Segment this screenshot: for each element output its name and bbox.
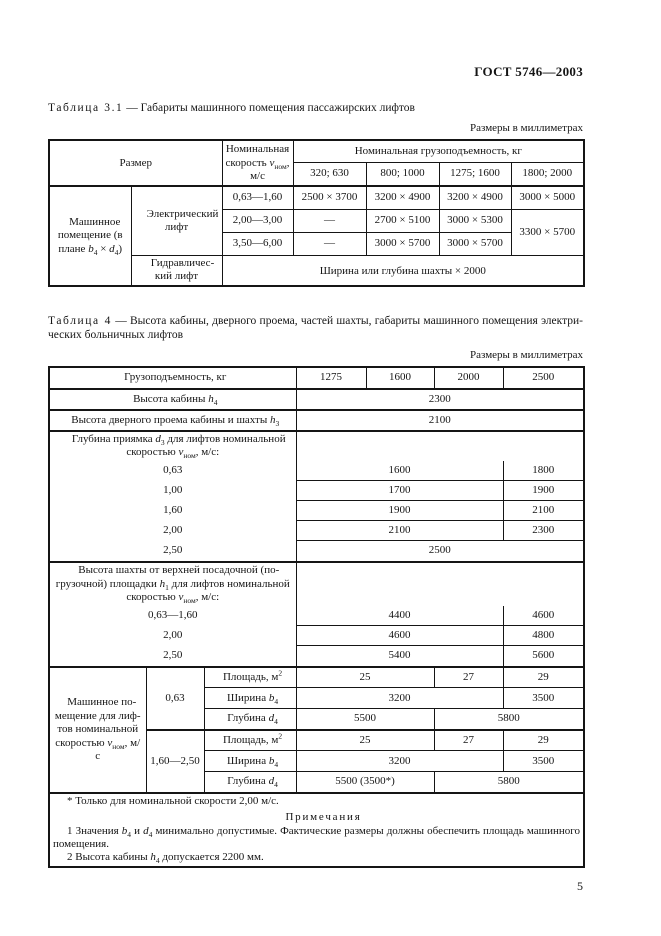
t4-pit-value-cell: 1900 [503,481,584,501]
footnote-star-note: * Только для номинальной скорости 2,00 м/с. [67,794,279,807]
t4-width-value-cell: 3500 [503,688,584,709]
t4-pit-value-cell: 2100 [296,521,503,541]
t4-load-value-cell: 1275 [296,367,366,389]
t4-depth-value-cell: 5800 [434,772,584,793]
t4-area-value-cell: 27 [434,667,503,688]
t31-hydraulic-lift-cell: Гидравлический лифт [131,255,222,285]
footnote-note-1: 1 Значения $b_4$ и $d_4$ минимально допустимые. Фактические размеры должны обеспечить площадь машинного помещения. [53,824,581,851]
table31-caption [48,101,583,115]
t31-speed-cell: 3,50—6,00 [222,232,293,255]
t4-load-value-cell: 2500 [503,367,584,389]
table4-caption [48,314,583,342]
footnote-note-2: 2 Высота кабины $h_4$ допускается 2200 мм. [67,851,264,866]
table31-units-note: Размеры в миллиметрах [470,121,583,134]
t4-pit-speed-cell: 1,00 [49,481,296,501]
t31-value-cell: 3000 × 5000 [511,186,584,209]
t4-shaft-value-cell: 4600 [296,626,503,646]
t31-load-col-3: 1800; 2000 [511,162,584,186]
t31-load-col-1: 800; 1000 [366,162,439,186]
t31-value-cell: 2500 × 3700 [293,186,366,209]
t4-door-height-label-cell: Высота дверного проема кабины и шахты $h_3$ [49,410,296,431]
t31-value-cell: 3200 × 4900 [366,186,439,209]
t4-shaft-value-cell: 4600 [503,606,584,626]
t4-pit-value-cell: 1900 [296,501,503,521]
t4-shaft-speed-cell: 2,00 [49,626,296,646]
t4-cabin-height-value-cell: 2300 [296,389,584,410]
t4-width-label-cell: Ширина $b_4$ [204,688,296,709]
page-number: 5 [577,878,583,893]
t31-value-cell: 3000 × 5700 [439,232,511,255]
t31-electric-lift-cell: Электрический лифт [131,186,222,255]
t31-load-col-0: 320; 630 [293,162,366,186]
t31-value-cell: 3200 × 4900 [439,186,511,209]
t4-door-height-value-cell: 2100 [296,410,584,431]
t4-area-value-cell: 27 [434,730,503,751]
t4-width-value-cell: 3200 [296,751,503,772]
t4-shaft-value-cell: 5600 [503,646,584,667]
doc-code: ГОСТ 5746—2003 [474,64,583,79]
t4-width-label-cell: Ширина $b_4$ [204,751,296,772]
t31-header-speed-cell: Номинальная скорость $v_{ном}$, м/с [222,140,293,186]
t4-area-label-cell: Площадь, $м^2$ [204,730,296,751]
t4-footnote [49,793,584,867]
t4-pit-label-cell: Глубина приямка $d_3$ для лифтов номинальной скоростью $v_{ном}$, м/с: [49,431,296,461]
t4-machine-speed-cell: 1,60—2,50 [146,730,204,793]
t4-shaft-value-cell: 5400 [296,646,503,667]
t31-value-cell: 3000 × 5700 [366,232,439,255]
table31-caption-word: Таблица 3.1 [48,101,124,114]
t4-pit-speed-cell: 2,50 [49,541,296,562]
t4-pit-value-cell: 2300 [503,521,584,541]
table4-caption-text: — Высота кабины, дверного проема, частей шахты, габариты машинного помещения электрических больничных лифтов [48,314,583,341]
t4-shaft-label-cell: Высота шахты от верхней посадочной (погрузочной) площадки $h_1$ для лифтов номинальной скоростью $v_{ном}$, м/с: [49,562,296,606]
t4-empty-cell [296,562,584,606]
t4-pit-speed-cell: 1,60 [49,501,296,521]
t4-pit-value-cell: 2100 [503,501,584,521]
t31-value-cell: 3300 × 5700 [511,209,584,255]
t4-area-value-cell: 29 [503,667,584,688]
t4-depth-value-cell: 5800 [434,709,584,730]
t4-depth-value-cell: 5500 (3500*) [296,772,434,793]
t31-value-cell: 3000 × 5300 [439,209,511,232]
page-content [48,0,583,894]
t4-machine-label-cell: Машинное помещение для лифтов номинальной скоростью $v_{ном}$, м/с [49,667,146,793]
t4-shaft-speed-cell: 0,63—1,60 [49,606,296,626]
t4-width-value-cell: 3500 [503,751,584,772]
t4-area-label-cell: Площадь, $м^2$ [204,667,296,688]
table-4 [48,366,585,868]
table-3-1 [48,139,585,286]
t4-pit-value-cell: 1600 [296,461,503,481]
t4-depth-label-cell: Глубина $d_4$ [204,709,296,730]
t31-header-size-cell: Размер [49,140,222,186]
t4-depth-value-cell: 5500 [296,709,434,730]
t31-stub-machine-room-cell: Машинное помещение (в плане $b_4 \times d_4$) [49,186,131,285]
t31-speed-cell: 2,00—3,00 [222,209,293,232]
table4-units-note: Размеры в миллиметрах [470,348,583,361]
t4-shaft-speed-cell: 2,50 [49,646,296,667]
t31-speed-cell: 0,63—1,60 [222,186,293,209]
t4-pit-value-cell: 2500 [296,541,584,562]
t4-empty-cell [296,431,584,461]
t4-pit-speed-cell: 2,00 [49,521,296,541]
t4-width-value-cell: 3200 [296,688,503,709]
t31-value-cell: 2700 × 5100 [366,209,439,232]
table31-caption-text: — Габариты машинного помещения пассажирских лифтов [123,101,415,114]
t4-depth-label-cell: Глубина $d_4$ [204,772,296,793]
t31-load-col-2: 1275; 1600 [439,162,511,186]
t4-pit-value-cell: 1700 [296,481,503,501]
t4-shaft-value-cell: 4400 [296,606,503,626]
t31-header-load-cell: Номинальная грузоподъемность, кг [293,140,584,162]
t31-value-cell: — [293,209,366,232]
t4-area-value-cell: 25 [296,667,434,688]
t4-pit-speed-cell: 0,63 [49,461,296,481]
t31-hydraulic-value-cell: Ширина или глубина шахты × 2000 [319,264,486,277]
table4-caption-word: Таблица 4 [48,314,112,327]
footnote-notes-title: Примечания [285,811,362,824]
t4-shaft-value-cell: 4800 [503,626,584,646]
t4-load-value-cell: 1600 [366,367,434,389]
t4-pit-value-cell: 1800 [503,461,584,481]
t4-cabin-height-label-cell: Высота кабины $h_4$ [49,389,296,410]
t4-area-value-cell: 29 [503,730,584,751]
t4-machine-speed-cell: 0,63 [146,667,204,730]
t31-value-cell: — [293,232,366,255]
t4-load-value-cell: 2000 [434,367,503,389]
t4-load-label-cell: Грузоподъемность, кг [49,367,296,389]
t4-area-value-cell: 25 [296,730,434,751]
